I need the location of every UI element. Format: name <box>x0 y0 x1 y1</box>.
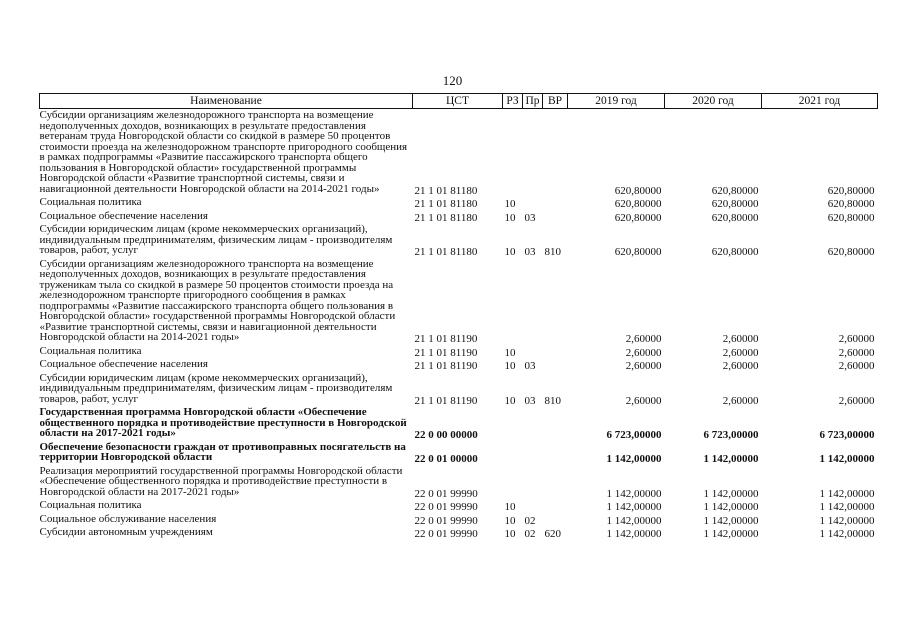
cell-cst: 22 0 01 99990 <box>414 487 478 500</box>
cell-cst: 22 0 01 99990 <box>414 501 478 513</box>
cell-2020: 1 142,00000 <box>703 528 759 540</box>
cell-rz: 10 <box>504 346 516 359</box>
cell-cst: 22 0 01 99990 <box>414 528 478 540</box>
cell-2021: 6 723,00000 <box>819 429 875 441</box>
cell-vr <box>543 513 568 527</box>
cell-name: Обеспечение безопасности граждан от противоправных посягательств на территории Новгородской области <box>39 440 406 463</box>
cell-2020: 1 142,00000 <box>703 514 759 527</box>
cell-vr <box>543 345 568 359</box>
cell-pr <box>523 465 543 500</box>
cell-2020: 1 142,00000 <box>703 487 759 500</box>
cell-cst: 21 1 01 81180 <box>414 184 478 197</box>
cell-cst: 21 1 01 81180 <box>414 211 478 224</box>
cell-pr: 02 <box>524 528 536 540</box>
table-row <box>40 441 878 465</box>
cell-2019: 620,80000 <box>614 198 662 210</box>
budget-table <box>39 93 878 540</box>
cell-name: Субсидии юридическим лицам (кроме некоммерческих организаций), индивидуальным предпринимателям, физическим лицам - производителям товаров, работ, услуг <box>39 223 393 256</box>
cell-vr <box>543 499 568 513</box>
cell-2021: 1 142,00000 <box>819 514 875 527</box>
page-number: 120 <box>442 73 463 88</box>
header-2021: 2021 год <box>762 94 878 109</box>
table-row <box>40 406 878 441</box>
table-row <box>40 526 878 540</box>
cell-2019: 1 142,00000 <box>606 501 662 513</box>
cell-2021: 2,60000 <box>838 333 875 345</box>
cell-2021: 1 142,00000 <box>819 453 875 465</box>
cell-2019: 1 142,00000 <box>606 487 662 500</box>
table-row <box>40 223 878 258</box>
cell-pr <box>523 109 543 197</box>
cell-name: Социальное обеспечение населения <box>39 358 208 370</box>
cell-vr <box>543 109 568 197</box>
table-row <box>40 109 878 197</box>
cell-rz: 10 <box>504 360 516 372</box>
cell-pr <box>523 196 543 210</box>
cell-pr: 03 <box>524 394 536 407</box>
cell-2021: 1 142,00000 <box>819 487 875 500</box>
header-name: Наименование <box>40 94 413 109</box>
cell-2019: 2,60000 <box>625 333 662 345</box>
cell-rz: 10 <box>504 394 516 407</box>
cell-cst: 21 1 01 81190 <box>414 333 478 345</box>
header-pr: Пр <box>523 94 543 109</box>
cell-vr: 620 <box>544 528 561 540</box>
cell-2020: 2,60000 <box>722 360 759 372</box>
cell-2019: 2,60000 <box>625 394 662 407</box>
table-row <box>40 196 878 210</box>
table-row <box>40 358 878 372</box>
cell-2020: 1 142,00000 <box>703 453 759 465</box>
header-2020: 2020 год <box>665 94 762 109</box>
cell-pr <box>523 406 543 441</box>
cell-vr <box>543 406 568 441</box>
cell-rz: 10 <box>504 501 516 513</box>
cell-2020: 1 142,00000 <box>703 501 759 513</box>
cell-2020: 2,60000 <box>722 346 759 359</box>
cell-2020: 620,80000 <box>711 198 759 210</box>
header-2019: 2019 год <box>568 94 665 109</box>
cell-rz <box>503 441 523 465</box>
cell-pr: 03 <box>524 246 536 258</box>
cell-2020: 620,80000 <box>711 246 759 258</box>
cell-rz <box>503 109 523 197</box>
cell-2019: 2,60000 <box>625 346 662 359</box>
cell-rz: 10 <box>504 528 516 540</box>
cell-cst: 21 1 01 81180 <box>414 246 478 258</box>
cell-cst: 21 1 01 81180 <box>414 198 478 210</box>
table-row <box>40 513 878 527</box>
cell-pr: 03 <box>524 211 536 224</box>
cell-vr: 810 <box>544 394 561 407</box>
cell-pr: 03 <box>524 360 536 372</box>
cell-2020: 2,60000 <box>722 394 759 407</box>
header-cst: ЦСТ <box>413 94 503 109</box>
cell-2021: 620,80000 <box>827 198 875 210</box>
cell-2019: 620,80000 <box>614 184 662 197</box>
cell-cst: 21 1 01 81190 <box>414 346 478 359</box>
cell-2021: 2,60000 <box>838 346 875 359</box>
cell-2019: 620,80000 <box>614 246 662 258</box>
cell-name: Субсидии организациям железнодорожного транспорта на возмещение недополученных доходов, возникающих в результате предоставления труженикам тыла со скидкой в размере 50 процентов стоимости проезда на железнодорожном транспорте пригородного сообщения в рамках подпрограммы «Развитие пассажирского транспорта общего пользования в Новгородской области» государственной программы Новгородской области «Развитие транспортной системы, связи и навигационной деятельности Новгородской области на 2014-2021 годы» <box>39 257 396 343</box>
table-row <box>40 465 878 500</box>
cell-2021: 2,60000 <box>838 394 875 407</box>
cell-name: Социальная политика <box>39 344 142 357</box>
table-row <box>40 499 878 513</box>
cell-2021: 620,80000 <box>827 211 875 224</box>
cell-pr <box>523 499 543 513</box>
cell-2019: 1 142,00000 <box>606 528 662 540</box>
cell-2021: 620,80000 <box>827 246 875 258</box>
cell-2019: 1 142,00000 <box>606 453 662 465</box>
cell-name: Социальная политика <box>39 196 142 208</box>
cell-rz: 10 <box>504 211 516 224</box>
cell-pr <box>523 258 543 345</box>
cell-pr: 02 <box>524 514 536 527</box>
table-header-row <box>40 94 878 109</box>
cell-name: Субсидии автономным учреждениям <box>39 526 213 538</box>
table-body <box>40 109 878 540</box>
cell-name: Социальное обслуживание населения <box>39 512 217 525</box>
cell-2020: 620,80000 <box>711 211 759 224</box>
cell-2019: 1 142,00000 <box>606 514 662 527</box>
cell-pr <box>523 441 543 465</box>
cell-cst: 22 0 01 99990 <box>414 514 478 527</box>
cell-name: Реализация мероприятий государственной программы Новгородской области «Обеспечение общественного порядка и противодействие преступности в Новгородской области на 2017-2021 годы» <box>39 464 403 498</box>
cell-vr <box>543 196 568 210</box>
cell-name: Государственная программа Новгородской области «Обеспечение общественного порядка и противодействие преступности в Новгородской области на 2017-2021 годы» <box>39 406 407 439</box>
table-row <box>40 210 878 224</box>
cell-cst: 21 1 01 81190 <box>414 394 478 407</box>
cell-pr <box>523 345 543 359</box>
cell-cst: 22 0 00 00000 <box>414 429 478 441</box>
cell-2021: 1 142,00000 <box>819 528 875 540</box>
cell-rz <box>503 465 523 500</box>
cell-2019: 620,80000 <box>614 211 662 224</box>
cell-vr <box>543 210 568 224</box>
cell-2020: 6 723,00000 <box>703 429 759 441</box>
cell-name: Социальная политика <box>39 499 142 511</box>
cell-rz <box>503 406 523 441</box>
cell-cst: 22 0 01 00000 <box>414 453 478 465</box>
cell-rz <box>503 258 523 345</box>
cell-vr <box>543 441 568 465</box>
cell-2021: 2,60000 <box>838 360 875 372</box>
cell-vr <box>543 358 568 372</box>
cell-rz: 10 <box>504 198 516 210</box>
cell-name: Субсидии юридическим лицам (кроме некоммерческих организаций), индивидуальным предпринимателям, физическим лицам - производителям товаров, работ, услуг <box>39 371 393 405</box>
cell-vr <box>543 258 568 345</box>
cell-2020: 620,80000 <box>711 184 759 197</box>
cell-name: Социальное обеспечение населения <box>39 209 208 222</box>
cell-2019: 6 723,00000 <box>606 429 662 441</box>
cell-2020: 2,60000 <box>722 333 759 345</box>
table-row <box>40 345 878 359</box>
header-vr: ВР <box>543 94 568 109</box>
cell-rz: 10 <box>504 246 516 258</box>
table-row <box>40 372 878 407</box>
cell-vr: 810 <box>544 246 561 258</box>
cell-cst: 21 1 01 81190 <box>414 360 478 372</box>
cell-2021: 620,80000 <box>827 184 875 197</box>
header-rz: РЗ <box>503 94 523 109</box>
cell-rz: 10 <box>504 514 516 527</box>
cell-2019: 2,60000 <box>625 360 662 372</box>
cell-name: Субсидии организациям железнодорожного транспорта на возмещение недополученных доходов, возникающих в результате предоставления ветеранам труда Новгородской области со скидкой в размере 50 процентов стоимости проезда на железнодорожном транспорте пригородного сообщения в рамках подпрограммы «Развитие пассажирского транспорта общего пользования в Новгородской области» государственной программы Новгородской области «Развитие транспортной системы, связи и навигационной деятельности Новгородской области на 2014-2021 годы» <box>39 109 408 195</box>
cell-2021: 1 142,00000 <box>819 501 875 513</box>
table-row <box>40 258 878 345</box>
cell-vr <box>543 465 568 500</box>
